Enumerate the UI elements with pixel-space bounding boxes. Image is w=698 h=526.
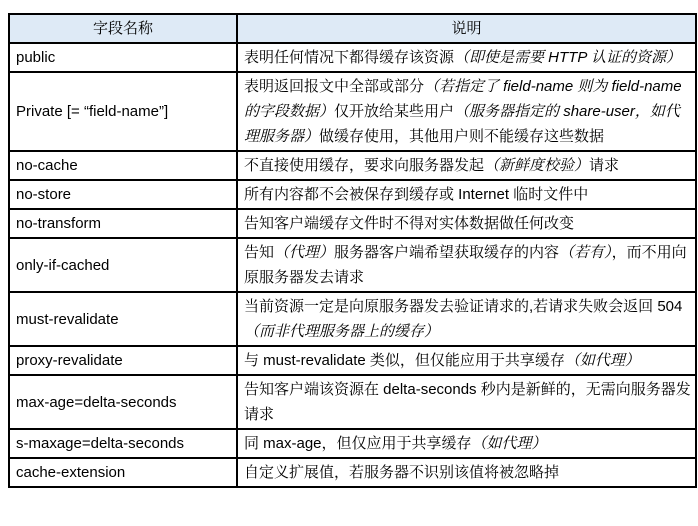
column-header-field-name: 字段名称: [9, 14, 237, 43]
table-row: [9, 238, 696, 292]
description-segment: 当前资源一定是向原服务器发去验证请求的,若请求失败会返回 504: [244, 298, 683, 315]
description-segment: 做缓存使用，其他用户则不能缓存这些数据: [319, 128, 605, 145]
table-body: [9, 43, 696, 487]
description-italic-segment: （新鲜度校验）: [484, 157, 590, 174]
description-cell: [237, 151, 696, 180]
description-italic-segment: （而非代理服务器上的缓存）: [244, 323, 440, 340]
description-segment: 告知: [244, 244, 275, 261]
field-name-cell: must-revalidate: [9, 292, 237, 346]
description-italic-segment: （如代理）: [564, 352, 640, 369]
field-name-cell: no-cache: [9, 151, 237, 180]
description-italic-segment: （若指定了 field-name 则为 field-name 的字段数据）: [244, 78, 682, 120]
table-row: [9, 151, 696, 180]
field-name-cell: no-transform: [9, 209, 237, 238]
table-row: [9, 346, 696, 375]
description-segment: ，而不用向原服务器发去请求: [244, 244, 687, 286]
description-cell: [237, 209, 696, 238]
field-name-cell: only-if-cached: [9, 238, 237, 292]
table-header: [9, 14, 696, 43]
description-segment: 告知客户端该资源在 delta-seconds 秒内是新鲜的，无需向服务器发请求: [244, 381, 691, 423]
description-segment: 所有内容都不会被保存到缓存或 Internet 临时文件中: [244, 186, 589, 203]
description-segment: 同 max-age，但仅应用于共享缓存: [244, 435, 472, 452]
description-cell: [237, 72, 696, 151]
table-row: [9, 43, 696, 72]
description-italic-segment: （如代理）: [471, 435, 547, 452]
description-cell: [237, 458, 696, 487]
table-row: [9, 180, 696, 209]
description-italic-segment: （若有）: [559, 244, 612, 261]
description-segment: 自定义扩展值，若服务器不识别该值将被忽略掉: [244, 464, 560, 481]
cache-control-directives-table: [8, 13, 697, 488]
table-row: [9, 292, 696, 346]
description-cell: [237, 346, 696, 375]
description-segment: 与 must-revalidate 类似，但仅能应用于共享缓存: [244, 352, 565, 369]
description-italic-segment: （服务器指定的 share-user，如代理服务器）: [244, 103, 680, 145]
field-name-cell: Private [= “field-name”]: [9, 72, 237, 151]
description-segment: 表明返回报文中全部或部分: [244, 78, 425, 95]
description-segment: 告知客户端缓存文件时不得对实体数据做任何改变: [244, 215, 575, 232]
header-row: [9, 14, 696, 43]
field-name-cell: s-maxage=delta-seconds: [9, 429, 237, 458]
description-cell: [237, 238, 696, 292]
column-header-description: 说明: [237, 14, 696, 43]
table-row: [9, 72, 696, 151]
description-italic-segment: （即使是需要 HTTP 认证的资源）: [454, 49, 681, 66]
table-row: [9, 209, 696, 238]
table-row: [9, 375, 696, 429]
description-cell: [237, 292, 696, 346]
field-name-cell: proxy-revalidate: [9, 346, 237, 375]
description-cell: [237, 43, 696, 72]
description-italic-segment: （代理）: [274, 244, 335, 261]
description-cell: [237, 375, 696, 429]
field-name-cell: cache-extension: [9, 458, 237, 487]
table-row: [9, 429, 696, 458]
description-cell: [237, 180, 696, 209]
description-segment: 请求: [589, 157, 620, 174]
description-cell: [237, 429, 696, 458]
description-segment: 服务器客户端希望获取缓存的内容: [334, 244, 560, 261]
field-name-cell: max-age=delta-seconds: [9, 375, 237, 429]
field-name-cell: no-store: [9, 180, 237, 209]
description-segment: 不直接使用缓存，要求向服务器发起: [244, 157, 485, 174]
table-row: [9, 458, 696, 487]
field-name-cell: public: [9, 43, 237, 72]
description-segment: 表明任何情况下都得缓存该资源: [244, 49, 455, 66]
description-segment: 仅开放给某些用户: [334, 103, 455, 120]
